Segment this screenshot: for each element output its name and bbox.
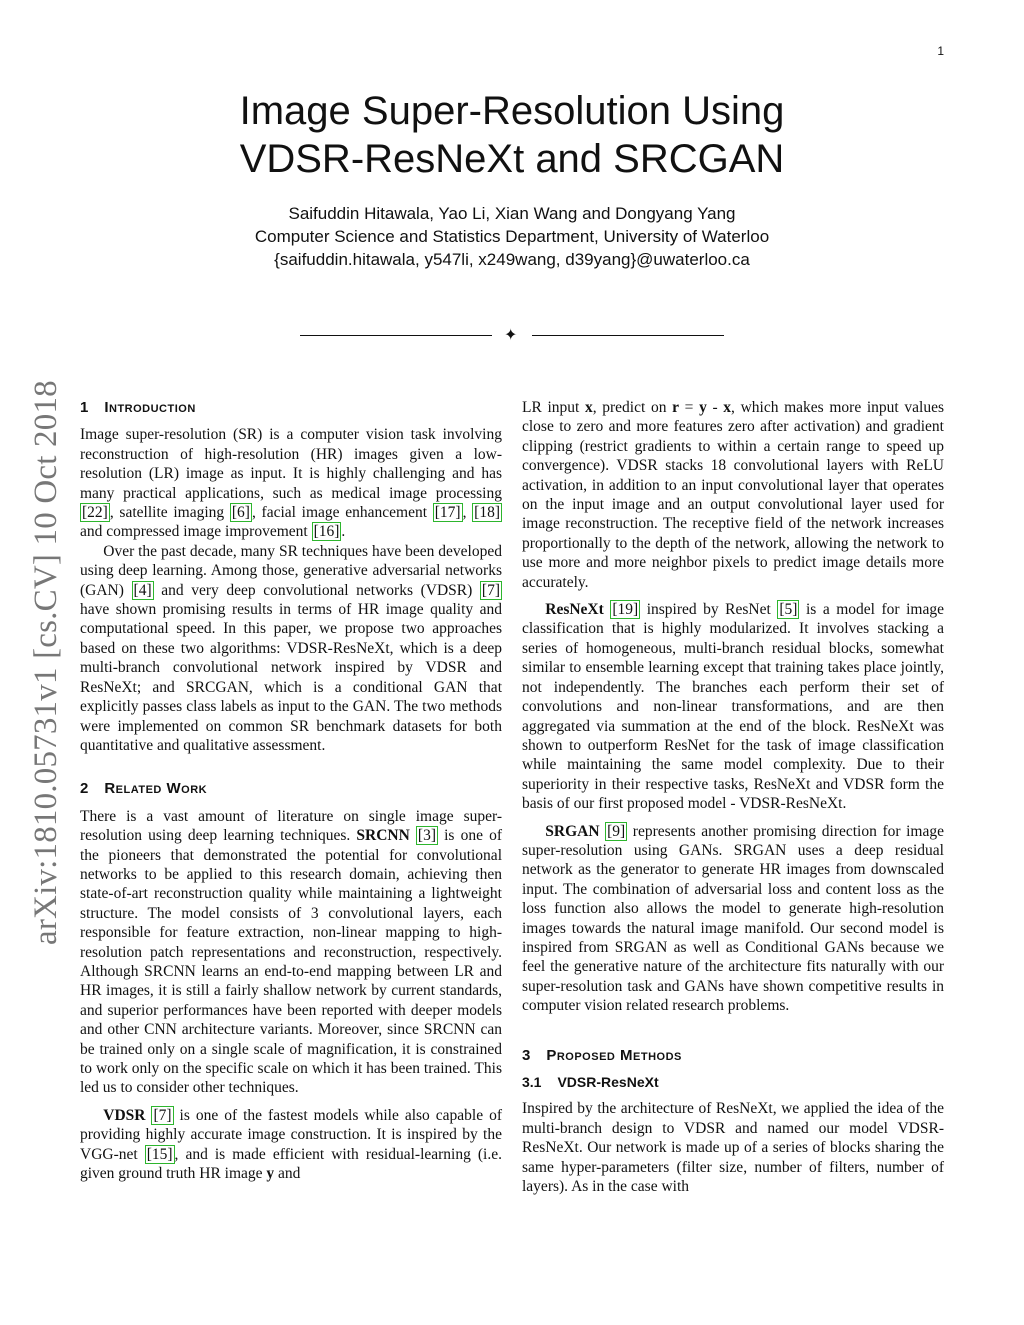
title-divider bbox=[300, 325, 724, 345]
intro-paragraph-1: Image super-resolution (SR) is a computer vision task involving reconstruction of high-resolution (HR) images given a low-resolution (LR) image as input. It is highly challenging and has many practical applications, such as medical image processing [22] , satellite imaging [6] , facial image enhancement [17] , [18] and compressed image improvement [16] . bbox=[80, 426, 502, 541]
title-line-2: VDSR-ResNeXt and SRCGAN bbox=[239, 137, 785, 181]
divider-star-icon: ✦ bbox=[504, 325, 518, 344]
section-heading-proposed-methods bbox=[522, 1046, 944, 1065]
section-title: Proposed Methods bbox=[546, 1046, 682, 1064]
proposed-paragraph-1: Inspired by the architecture of ResNeXt, we applied the idea of the multi-branch design to VDSR and named our model VDSR-ResNeXt. Our network is made up of a series of blocks sharing the same hyper-parameters (filter size, number of filters, number of layers). As in the case with bbox=[522, 1100, 944, 1196]
author-emails: {saifuddin.hitawala, y547li, x249wang, d39yang}@uwaterloo.ca bbox=[274, 250, 750, 269]
citation-link[interactable]: [17] bbox=[434, 504, 461, 522]
keyword-srcnn: SRCNN bbox=[356, 827, 410, 845]
section-number: 3 bbox=[522, 1046, 531, 1064]
page-number: 1 bbox=[937, 44, 944, 58]
intro-paragraph-2: Over the past decade, many SR techniques have been developed using deep learning. Among those, generative adversarial networks (GAN) [4] and very deep convolutional networks (VDSR) [7] have shown promising results in terms of HR image quality and computational speed. In this paper, we propose two approaches based on these two algorithms: VDSR-ResNeXt, which is a deep multi-branch convolutional network inspired by VDSR and ResNeXt; and SRCGAN, which is a conditional GAN that explicitly passes class labels as input to the GAN. The two methods were implemented on common SR benchmark datasets for both quantitative and qualitative assessment. bbox=[80, 542, 502, 754]
section-title: Related Work bbox=[104, 780, 208, 798]
paper-title bbox=[150, 87, 874, 183]
keyword-resnext: ResNeXt bbox=[545, 601, 604, 619]
right-column bbox=[522, 398, 944, 1196]
citation-link[interactable]: [6] bbox=[231, 504, 250, 522]
section-number: 1 bbox=[80, 399, 89, 416]
section-heading-related-work bbox=[80, 779, 502, 798]
related-paragraph-2-continued: LR input x, predict on r = y - x, which makes more input values close to zero and more features zero after activation) and gradient clipping (restrict gradients to within a certain range to speed up convergence). VDSR stacks 18 convolutional layers with ReLU activation, in addition to an input convolutional layer that operates on the input image and an output convolutional layer used for image reconstruction. The receptive field of the network increases proportionally to the depth of the network, allowing the network to use more and more neighbor pixels to predict image details more accurately. bbox=[522, 399, 944, 591]
keyword-vdsr: VDSR bbox=[103, 1106, 146, 1124]
section-title: Introduction bbox=[104, 399, 196, 416]
title-line-1: Image Super-Resolution Using bbox=[239, 89, 785, 133]
citation-link[interactable]: [4] bbox=[133, 581, 152, 599]
citation-link[interactable]: [3] bbox=[417, 827, 436, 845]
section-number: 2 bbox=[80, 780, 89, 798]
subsection-heading-vdsr-resnext bbox=[522, 1073, 944, 1092]
author-block bbox=[150, 202, 874, 271]
citation-link[interactable]: [18] bbox=[474, 504, 500, 522]
subsection-title: VDSR-ResNeXt bbox=[557, 1074, 659, 1090]
citation-link[interactable]: [5] bbox=[779, 601, 798, 619]
keyword-srgan: SRGAN bbox=[545, 822, 600, 840]
divider-rule-right bbox=[532, 335, 724, 336]
citation-link[interactable]: [19] bbox=[612, 601, 639, 619]
left-column bbox=[80, 398, 502, 1183]
subsection-number: 3.1 bbox=[522, 1074, 542, 1090]
citation-link[interactable]: [22] bbox=[82, 504, 108, 522]
related-paragraph-srgan: SRGAN [9] represents another promising direction for image super-resolution using GANs. SRGAN uses a deep residual network as the generator to generate HR images from downscaled input. The combination of adversarial loss and content loss as the loss function also allows the model to generate high-resolution images towards the natural image manifold. Our second model is inspired from SRGAN as well as Conditional GANs because we feel the generative nature of the architecture fits naturally with our super-resolution task and GANs have shown competitive results in computer vision related research problems. bbox=[522, 822, 945, 1015]
author-names: Saifuddin Hitawala, Yao Li, Xian Wang and Dongyang Yang bbox=[288, 204, 736, 223]
citation-link[interactable]: [15] bbox=[146, 1145, 173, 1163]
divider-rule-left bbox=[300, 335, 492, 336]
section-heading-introduction bbox=[80, 398, 502, 417]
arxiv-identifier: arXiv:1810.05731v1 [cs.CV] 10 Oct 2018 bbox=[28, 380, 64, 945]
related-paragraph-2: VDSR [7] is one of the fastest models while also capable of providing highly accurate image construction. It is inspired by the VGG-net [15] , and is made efficient with residual-learning (i.e. given ground truth HR image y and bbox=[80, 1106, 502, 1183]
citation-link[interactable]: [9] bbox=[607, 822, 626, 840]
citation-link[interactable]: [7] bbox=[481, 581, 500, 599]
related-paragraph-1: There is a vast amount of literature on single image super-resolution using deep learning techniques. SRCNN [3] is one of the pioneers that demonstrated the potential for convolutional networks to be applied to this research domain, achieving then state-of-art reconstruction quality while maintaining a lightweight structure. The model consists of 3 convolutional layers, each responsible for feature extraction, non-linear mapping to high-resolution patch representations and reconstruction, respectively. Although SRCNN learns an end-to-end mapping between LR and HR images, it is still a fairly shallow network by current standards, and superior performances have been reported with deeper models and other CNN architecture variants. Moreover, since SRCNN can be trained only on a single scale of magnification, it is constrained to work only on the specific scale on which it has been trained. This led us to consider other techniques. bbox=[80, 807, 502, 1097]
author-affiliation: Computer Science and Statistics Department, University of Waterloo bbox=[254, 227, 770, 246]
related-paragraph-resnext: ResNeXt [19] inspired by ResNet [5] is a model for image classification that is highly modularized. It involves stacking a series of homogeneous, multi-branch residual blocks, somewhat similar to ensemble learning except that training takes place jointly, not independently. The branches each perform their set of convolutions and non-linear transformations, and are then aggregated via summation at the end of the block. ResNeXt was shown to outperform ResNet for the task of image classification while maintaining the same model complexity. Due to their superiority in their respective tasks, ResNeXt and VDSR form the basis of our first proposed model - VDSR-ResNeXt. bbox=[522, 601, 944, 813]
citation-link[interactable]: [16] bbox=[313, 523, 340, 541]
citation-link[interactable]: [7] bbox=[153, 1106, 172, 1124]
